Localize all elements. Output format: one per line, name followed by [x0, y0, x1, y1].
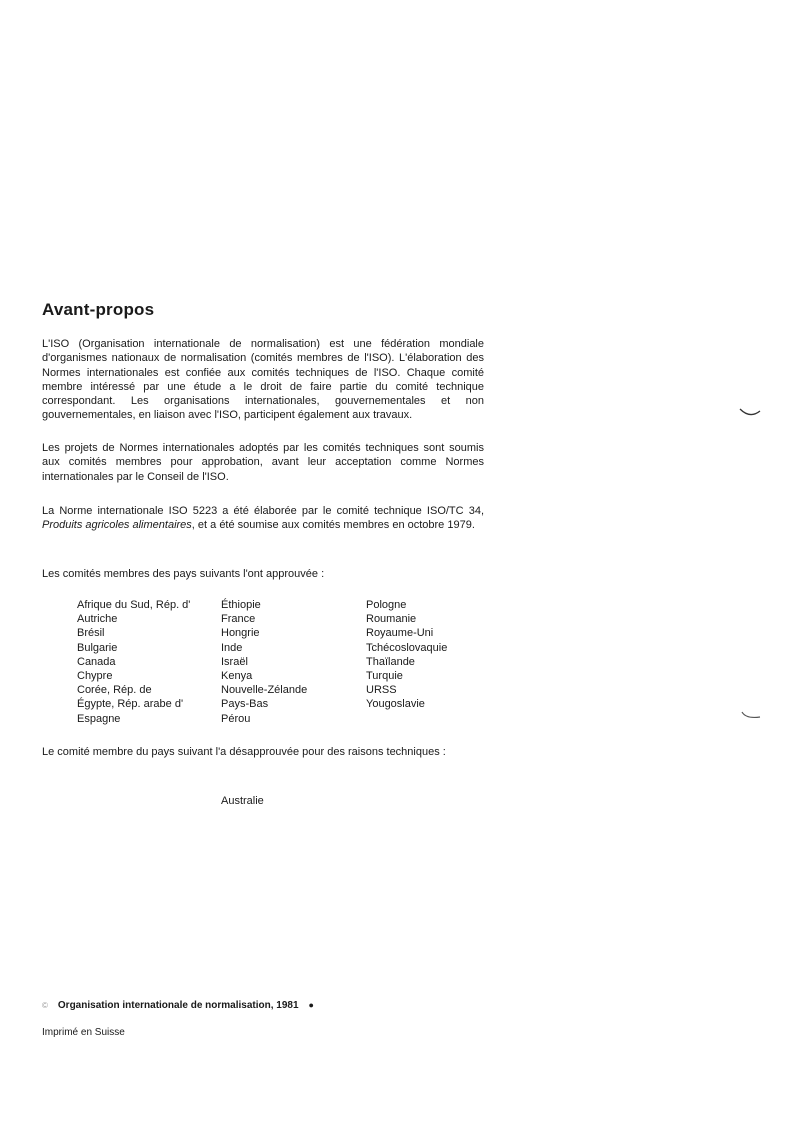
paragraph-disapproval: Le comité membre du pays suivant l'a désapprouvée pour des raisons techniques :: [42, 746, 446, 758]
list-item: Tchécoslovaquie: [366, 641, 448, 654]
paragraph-iso-intro: L'ISO (Organisation internationale de normalisation) est une fédération mondiale d'organismes nationaux de normalisation (comités membres de l'ISO). L'élaboration des Normes internationales est confiée aux comités techniques de l'ISO. Chaque comité membre intéressé par une étude a le droit de faire partie du comité technique correspondant. Les organisations internationales, gouvernementales et non gouvernementales, en liaison avec l'ISO, participent également aux travaux.: [42, 338, 484, 422]
list-item: Corée, Rép. de: [77, 684, 152, 697]
list-item: Pays-Bas: [221, 698, 269, 711]
bullet-icon: ●: [308, 1000, 314, 1010]
committee-name: Produits agricoles alimentaires: [42, 519, 192, 532]
list-item: Bulgarie: [77, 641, 118, 654]
country-list-column-2: [221, 598, 307, 726]
list-item: France: [221, 613, 256, 626]
list-item: Pérou: [221, 712, 251, 725]
list-item: Afrique du Sud, Rép. d': [77, 599, 191, 611]
list-item: Éthiopie: [221, 599, 261, 611]
list-item: Égypte, Rép. arabe d': [77, 698, 184, 711]
list-item: Kenya: [221, 670, 253, 683]
list-item: URSS: [366, 684, 397, 697]
list-item: Nouvelle-Zélande: [221, 684, 308, 697]
page-title: Avant-propos: [42, 300, 155, 319]
copyright-text: Organisation internationale de normalisation, 1981: [57, 1000, 299, 1011]
list-item: Yougoslavie: [366, 698, 425, 711]
copyright-symbol: ©: [42, 1001, 48, 1010]
paragraph-draft-approval: Les projets de Normes internationales adoptés par les comités techniques sont soumis aux comités membres pour approbation, avant leur acceptation comme Normes internationales par le Conseil de l'ISO.: [42, 442, 484, 483]
list-item: Hongrie: [221, 627, 260, 640]
list-item: Autriche: [77, 613, 118, 626]
list-item: Inde: [221, 641, 243, 654]
list-item: Chypre: [77, 670, 113, 683]
paragraph-standard-origin: [42, 504, 484, 533]
paragraph-standard-origin-start: La Norme internationale ISO 5223 a été élaborée par le comité technique ISO/TC 34,: [42, 505, 484, 517]
list-item: Royaume-Uni: [366, 627, 434, 640]
copyright-line: [42, 1000, 314, 1011]
list-item: Roumanie: [366, 613, 417, 626]
country-list-column-3: [366, 598, 447, 712]
paragraph-approvals-intro: Les comités membres des pays suivants l'ont approuvée :: [42, 568, 325, 580]
paragraph-standard-origin-end: , et a été soumise aux comités membres en octobre 1979.: [191, 519, 475, 532]
country-list-column-1: [77, 598, 190, 726]
list-item: Canada: [77, 655, 116, 668]
list-item: Espagne: [77, 712, 121, 725]
list-item: Israël: [221, 655, 248, 668]
list-item: Brésil: [77, 627, 105, 640]
list-item: Thaïlande: [366, 655, 415, 668]
scan-mark-icon: [740, 710, 764, 724]
list-item: Turquie: [366, 670, 403, 683]
printed-in-note: Imprimé en Suisse: [42, 1027, 125, 1038]
list-item: Pologne: [366, 599, 407, 611]
disapproving-country: Australie: [221, 795, 264, 807]
scan-mark-icon: [738, 405, 762, 419]
